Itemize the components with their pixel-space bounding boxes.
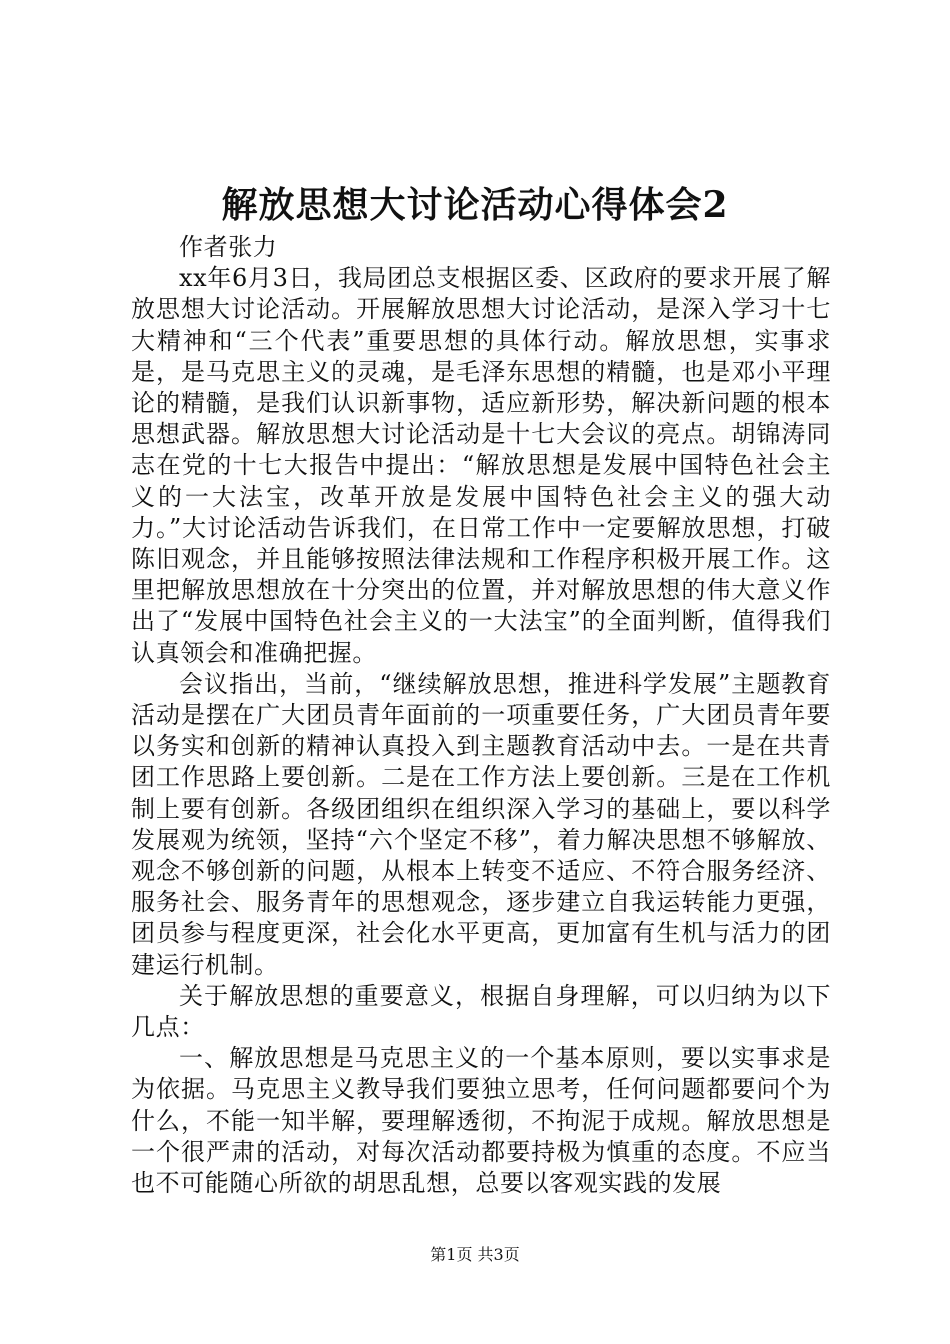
document-title: 解放思想大讨论活动心得体会2 (221, 184, 729, 226)
paragraph-4: 一、解放思想是马克思主义的一个基本原则，要以实事求是为依据。马克思主义教导我们要独立思考，任何问题都要问个为什么，不能一知半解，要理解透彻，不拘泥于成规。解放思想是一个很严肃的活动，对每次活动都要持极为慎重的态度。不应当也不可能随心所欲的胡思乱想，总要以客观实践的发展 (131, 1044, 831, 1198)
paragraph-1: xx年6月3日，我局团总支根据区委、区政府的要求开展了解放思想大讨论活动。开展解放思想大讨论活动，是深入学习十七大精神和“三个代表”重要思想的具体行动。解放思想，实事求是，是马克思主义的灵魂，是毛泽东思想的精髓，也是邓小平理论的精髓，是我们认识新事物，适应新形势，解决新问题的根本思想武器。解放思想大讨论活动是十七大会议的亮点。胡锦涛同志在党的十七大报告中提出：“解放思想是发展中国特色社会主义的一大法宝，改革开放是发展中国特色社会主义的强大动力。”大讨论活动告诉我们，在日常工作中一定要解放思想，打破陈旧观念，并且能够按照法律法规和工作程序积极开展工作。这里把解放思想放在十分突出的位置，并对解放思想的伟大意义作出了“发展中国特色社会主义的一大法宝”的全面判断，值得我们认真领会和准确把握。 (131, 264, 831, 667)
paragraph-3: 关于解放思想的重要意义，根据自身理解，可以归纳为以下几点： (131, 981, 831, 1042)
author-line: 作者张力 (179, 233, 278, 261)
paragraph-2: 会议指出，当前，“继续解放思想，推进科学发展”主题教育活动是摆在广大团员青年面前的一项重要任务，广大团员青年要以务实和创新的精神认真投入到主题教育活动中去。一是在共青团工作思路上要创新。二是在工作方法上要创新。三是在工作机制上要有创新。各级团组织在组织深入学习的基础上，要以科学发展观为统领，坚持“六个坚定不移”，着力解决思想不够解放、观念不够创新的问题，从根本上转变不适应、不符合服务经济、服务社会、服务青年的思想观念，逐步建立自我运转能力更强，团员参与程度更深，社会化水平更高，更加富有生机与活力的团建运行机制。 (131, 669, 831, 979)
document-body (131, 232, 831, 1199)
page-footer: 第1页 共3页 (430, 1245, 520, 1264)
